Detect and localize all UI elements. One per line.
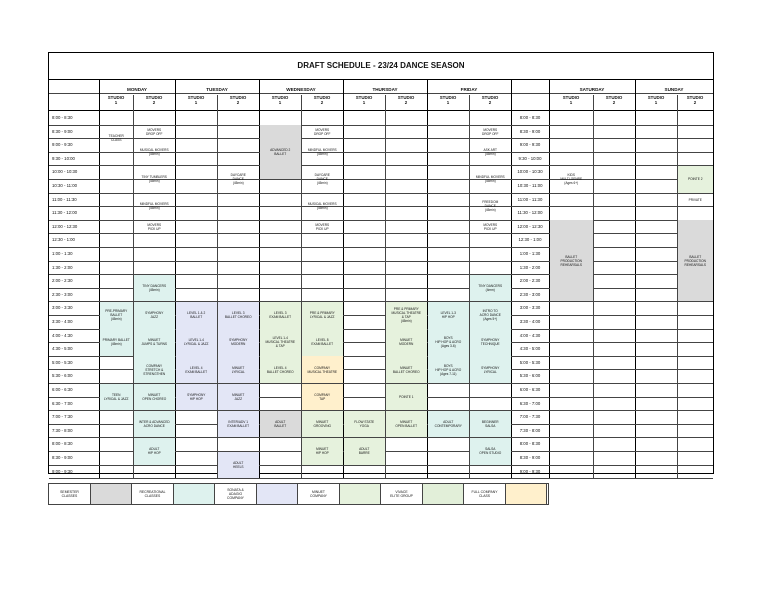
grid-line [593, 95, 594, 478]
class-block[interactable]: MOVERS PICK UP [147, 222, 162, 231]
class-block[interactable]: BEGINNER SALSA [470, 411, 512, 438]
time-slot-label: 6:00 - 6:30 [52, 387, 73, 392]
legend-swatch [423, 484, 464, 504]
class-block[interactable]: SYMPHONY LYRICAL [470, 356, 512, 383]
class-block[interactable]: LEVEL 1-4 MUSICAL THEATRE & TAP [260, 329, 302, 356]
time-slot-label: 3:00 - 3:30 [52, 305, 73, 311]
class-block[interactable]: TINY DANCERS (4mm) [470, 275, 512, 302]
grid-line [49, 247, 713, 248]
time-slot-label: 1:30 - 2:00 [52, 264, 73, 270]
grid-line [49, 93, 713, 94]
time-slot-label: 8:00 - 8:30 [519, 115, 541, 120]
time-slot-label: 9:30 - 10:00 [52, 155, 75, 161]
studio-header: STUDIO 2 [145, 95, 163, 106]
class-block[interactable]: MINDFUL MOVERS (45min) [307, 148, 337, 157]
grid-line [49, 261, 713, 262]
studio-header: STUDIO 1 [562, 95, 580, 106]
class-block[interactable]: MINUET GROOVING [302, 411, 344, 438]
time-slot-label: 5:30 - 6:00 [519, 373, 541, 379]
grid-line [49, 110, 713, 111]
time-slot-label: 11:00 - 11:30 [52, 196, 77, 202]
class-block[interactable]: TINY TUMBLERS (45min) [141, 175, 167, 184]
day-header-friday: FRIDAY [460, 87, 478, 92]
legend-label: VIVACE ELITE GROUP [381, 484, 423, 504]
studio-header: STUDIO 2 [686, 95, 704, 106]
time-slot-label: 10:00 - 10:30 [52, 169, 78, 175]
class-block[interactable]: ADULT BALLET [260, 411, 302, 438]
class-block[interactable]: ADULT BARRE [344, 438, 386, 465]
class-block[interactable]: ADULT CONTEMPORARY [428, 411, 470, 438]
class-block[interactable]: TINY DANCERS (45min) [134, 275, 176, 302]
studio-header: STUDIO 1 [439, 95, 457, 106]
time-slot-label: 12:00 - 12:30 [517, 223, 543, 229]
grid-line [49, 465, 713, 466]
class-block[interactable]: COMPANY MUSICAL THEATRE [302, 356, 344, 383]
studio-header: STUDIO 1 [647, 95, 665, 106]
time-slot-label: 8:00 - 8:30 [52, 115, 73, 120]
class-block[interactable]: ADVANCED 2 BALLET [260, 125, 302, 179]
class-block[interactable]: POINTE 2 [678, 166, 714, 193]
class-block[interactable]: TEACHER CLASS [108, 134, 124, 143]
studio-header: STUDIO 2 [397, 95, 415, 106]
time-slot-label: 12:30 - 1:00 [518, 237, 542, 243]
class-block[interactable]: MUSICAL MOVERS (45min) [307, 202, 337, 211]
legend-swatch [174, 484, 215, 504]
time-slot-label: 2:30 - 3:00 [519, 291, 541, 297]
grid-line [49, 478, 713, 479]
class-block[interactable]: PRE-PRIMARY BALLET (45min) [100, 302, 134, 329]
class-block[interactable]: FREEDOM DANCE (45min) [482, 200, 499, 213]
class-block[interactable]: PRE & PRIMARY MUSICAL THEATRE & TAP (45min) [386, 302, 428, 329]
time-slot-label: 12:30 - 1:00 [52, 237, 75, 243]
class-block[interactable]: MINUET OPEN BALLET [386, 411, 428, 438]
class-block[interactable]: LEVEL 1-3 HIP HOP [428, 302, 470, 329]
time-slot-label: 2:30 - 3:00 [52, 291, 73, 297]
day-header-thursday: THURSDAY [372, 87, 398, 92]
time-slot-label: 7:30 - 8:00 [52, 427, 73, 433]
color-legend [48, 483, 549, 505]
legend-label: SEMESTER CLASSES [49, 484, 91, 504]
class-block[interactable]: LEVEL 4 EXAM BALLET [176, 356, 218, 383]
day-header-sunday: SUNDAY [664, 87, 684, 92]
time-slot-label: 6:30 - 7:00 [519, 400, 541, 406]
time-slot-label: 9:00 - 9:30 [52, 468, 73, 474]
time-slot-label: 5:00 - 5:30 [519, 359, 541, 365]
time-slot-label: 5:00 - 5:30 [52, 359, 73, 365]
legend-swatch [257, 484, 298, 504]
class-block[interactable]: BOYS HIP HOP & ACRO (Ages 3-6) [428, 329, 470, 356]
class-block[interactable]: LEVEL 1 & 2 BALLET [176, 302, 218, 329]
time-slot-label: 8:30 - 9:00 [52, 128, 73, 134]
time-slot-label: 1:00 - 1:30 [52, 251, 73, 256]
class-block[interactable]: PRIMARY BALLET (45min) [100, 329, 134, 356]
time-slot-label: 2:00 - 2:30 [519, 278, 541, 284]
class-block[interactable]: MINUET LYRICAL [218, 356, 260, 383]
class-block[interactable]: COMPANY TAP [302, 384, 344, 411]
class-block[interactable]: SYMPHONY MODERN [218, 329, 260, 356]
class-block[interactable]: LEVEL 1-4 LYRICAL & JAZZ [176, 329, 218, 356]
time-slot-label: 5:30 - 6:00 [52, 373, 73, 379]
legend-swatch [340, 484, 381, 504]
time-slot-label: 8:00 - 8:30 [519, 441, 541, 447]
time-slot-label: 7:00 - 7:30 [519, 414, 541, 420]
time-slot-label: 4:00 - 4:30 [52, 332, 73, 338]
class-block[interactable]: MINUET BALLET CHOREO [386, 356, 428, 383]
class-block[interactable]: POINTE 1 [386, 384, 428, 411]
time-slot-label: 6:30 - 7:00 [52, 400, 73, 406]
time-slot-label: 4:30 - 5:00 [52, 346, 73, 352]
class-block[interactable]: TEEN LYRICAL & JAZZ [100, 384, 134, 411]
class-block[interactable]: MINUET HIP HOP [302, 438, 344, 465]
studio-header: STUDIO 1 [271, 95, 289, 106]
time-slot-label: 3:30 - 4:00 [52, 319, 73, 324]
class-block[interactable]: MUSICAL MOVERS (45min) [139, 148, 169, 157]
day-header-wednesday: WEDNESDAY [286, 87, 316, 92]
time-slot-label: 11:30 - 12:00 [517, 210, 543, 216]
time-slot-label: 11:30 - 12:00 [52, 210, 78, 216]
grid-line [49, 233, 713, 234]
time-slot-label: 8:30 - 9:00 [519, 455, 541, 460]
time-slot-label: 10:00 - 10:30 [517, 169, 543, 175]
class-block[interactable]: INTER/ADV 1 EXAM BALLET [218, 411, 260, 438]
class-block[interactable]: MOVERS DROP OFF [482, 127, 499, 136]
time-slot-label: 1:30 - 2:00 [519, 264, 541, 270]
studio-header: STUDIO 1 [355, 95, 373, 106]
time-slot-label: 9:00 - 9:30 [519, 142, 541, 148]
class-block[interactable]: MINUET OPEN CHOREO [134, 384, 176, 411]
class-block[interactable]: MOVERS PICK UP [483, 222, 498, 231]
class-block[interactable]: DAYCARE DANCE (45min) [314, 173, 330, 186]
schedule-title: DRAFT SCHEDULE - 23/24 DANCE SEASON [49, 53, 713, 80]
time-slot-label: 8:30 - 9:00 [519, 128, 541, 134]
class-block[interactable]: LEVEL 4 BALLET CHOREO [260, 356, 302, 383]
class-block[interactable]: KIDS MULTI-GENRE (Ages 6+) [560, 173, 583, 186]
legend-swatch [506, 484, 547, 504]
time-slot-label: 12:00 - 12:30 [52, 223, 78, 229]
time-slot-label: 8:30 - 9:00 [52, 455, 73, 460]
legend-label: SONATA & ADAGIO COMPANY [215, 484, 257, 504]
class-block[interactable]: BALLET PRODUCTION REHEARSALS [678, 220, 714, 301]
time-slot-label: 8:00 - 8:30 [52, 441, 73, 447]
class-block[interactable]: INTER & ADVANCED ACRO DANCE [134, 411, 176, 438]
time-slot-label: 7:00 - 7:30 [52, 414, 73, 420]
class-block[interactable]: MINDFUL MOVERS (45min) [475, 175, 505, 184]
studio-header: STUDIO 1 [107, 95, 125, 106]
class-block[interactable]: MINDFUL MOVERS (45min) [139, 202, 169, 211]
time-slot-label: 6:00 - 6:30 [519, 387, 541, 392]
class-block[interactable]: DAYCARE DANCE (45min) [230, 173, 246, 186]
class-block[interactable]: BALLET PRODUCTION REHEARSALS [550, 220, 594, 301]
legend-label: FULL COMPANY CLASS [464, 484, 506, 504]
class-block[interactable]: LEVEL 8 EXAM BALLET [302, 329, 344, 356]
studio-header: STUDIO 2 [229, 95, 247, 106]
legend-swatch [91, 484, 132, 504]
time-slot-label: 11:00 - 11:30 [517, 196, 543, 202]
legend-label: RECREATIONAL CLASSES [132, 484, 174, 504]
day-header-monday: MONDAY [127, 87, 147, 92]
class-block[interactable]: MOVERS DROP OFF [146, 127, 163, 136]
time-slot-label: 4:00 - 4:30 [519, 332, 541, 338]
class-block[interactable]: PRE & PRIMARY LYRICAL & JAZZ [302, 302, 344, 329]
class-block[interactable]: ADULT HEELS [218, 452, 260, 479]
time-slot-label: 4:30 - 5:00 [519, 346, 541, 352]
class-block[interactable]: BOYS HIP HOP & ACRO (Ages 7-11) [428, 356, 470, 383]
time-slot-label: 3:30 - 4:00 [519, 319, 541, 324]
studio-header: STUDIO 2 [605, 95, 623, 106]
class-block[interactable]: MINUET JUMPS & TURNS [134, 329, 176, 356]
class-block[interactable]: MINUET JAZZ [218, 384, 260, 411]
class-block[interactable]: INTRO TO ACRO DANCE (Ages 5+) [470, 302, 512, 329]
class-block[interactable]: COMPANY STRETCH & STRENGTHEN [134, 356, 176, 383]
day-header-saturday: SATURDAY [579, 87, 605, 92]
time-slot-label: 7:30 - 8:00 [519, 427, 541, 433]
time-slot-label: 9:30 - 10:00 [518, 155, 542, 161]
class-block[interactable]: PRIVATE [688, 197, 702, 202]
time-slot-label: 3:00 - 3:30 [519, 305, 541, 311]
schedule-sheet [48, 52, 714, 474]
studio-header: STUDIO 2 [481, 95, 499, 106]
class-block[interactable]: MINUET MODERN [386, 329, 428, 356]
class-block[interactable]: SYMPHONY TECHNIQUE [470, 329, 512, 356]
class-block[interactable]: LEVEL 3 EXAM BALLET [260, 302, 302, 329]
class-block[interactable]: SALSA OPEN STUDIO [470, 438, 512, 465]
legend-label: MINUET COMPANY [298, 484, 340, 504]
class-block[interactable]: ASK ART (45min) [483, 148, 497, 157]
studio-header: STUDIO 2 [313, 95, 331, 106]
class-block[interactable]: MOVERS PICK UP [315, 222, 330, 231]
time-slot-label: 10:30 - 11:00 [517, 183, 543, 188]
time-slot-label: 2:00 - 2:30 [52, 278, 73, 284]
time-slot-label: 9:00 - 9:30 [52, 142, 73, 148]
time-slot-label: 10:30 - 11:00 [52, 183, 78, 188]
class-block[interactable]: SYMPHONY JAZZ [134, 302, 176, 329]
class-block[interactable]: ADULT HIP HOP [134, 438, 176, 465]
time-slot-label: 1:00 - 1:30 [519, 251, 541, 256]
class-block[interactable]: FLOW STATE YOGA [344, 411, 386, 438]
class-block[interactable]: MOVERS DROP OFF [314, 127, 331, 136]
time-slot-label: 9:00 - 9:30 [519, 468, 541, 474]
studio-header: STUDIO 1 [187, 95, 205, 106]
class-block[interactable]: LEVEL 3 BALLET CHOREO [218, 302, 260, 329]
day-header-tuesday: TUESDAY [206, 87, 228, 92]
class-block[interactable]: SYMPHONY HIP HOP [176, 384, 218, 411]
